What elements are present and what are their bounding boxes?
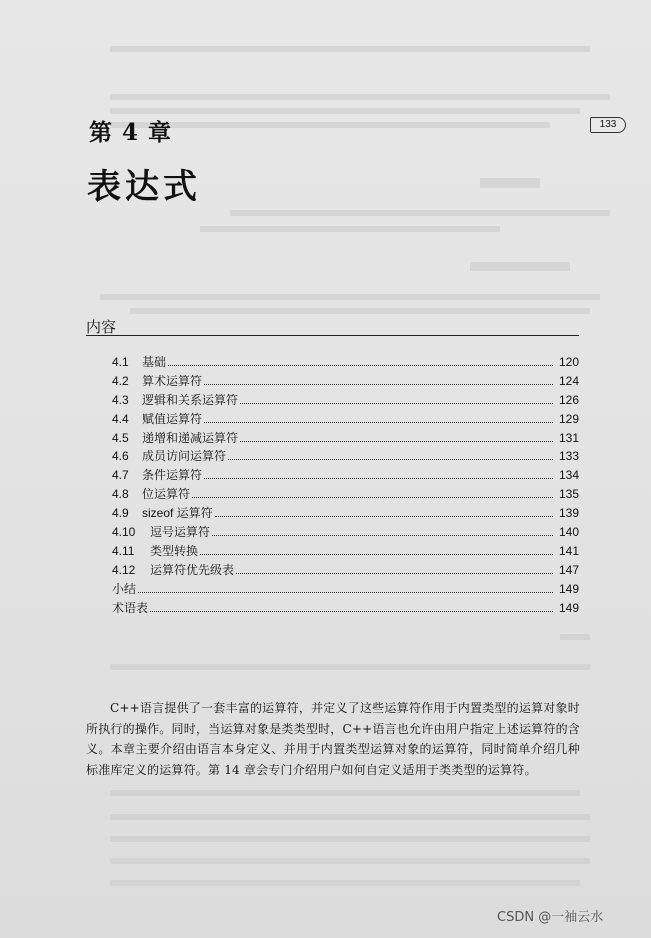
toc-entry-number: 4.5 xyxy=(112,430,129,445)
bleed-through-line xyxy=(110,108,580,114)
toc-entry-label: sizeof 运算符 xyxy=(142,506,213,521)
toc-entry-label: 位运算符 xyxy=(142,487,191,502)
toc-entry-page: 139 xyxy=(558,506,579,521)
chapter-title: 表达式 xyxy=(87,167,201,207)
toc-heading: 内容 xyxy=(86,319,117,336)
toc-entry[interactable] xyxy=(112,485,579,504)
bleed-through-line xyxy=(110,664,590,670)
toc-entry[interactable] xyxy=(112,429,579,448)
bleed-through-line xyxy=(470,262,570,271)
toc-entry-number: 4.8 xyxy=(112,487,129,502)
chapter-number: 第 4 章 xyxy=(89,119,173,146)
toc-entry[interactable] xyxy=(112,580,579,599)
toc-entry[interactable] xyxy=(112,504,579,523)
bleed-through-line xyxy=(110,880,580,886)
toc-entry-number: 4.1 xyxy=(112,355,129,369)
toc-entry-label: 小结 xyxy=(112,581,137,596)
toc-entry[interactable] xyxy=(112,353,579,372)
toc-leader-dots xyxy=(212,525,553,536)
page-number-badge: 133 xyxy=(590,117,626,133)
toc-entry[interactable] xyxy=(112,599,579,618)
toc-entry-number: 4.9 xyxy=(112,506,129,521)
toc-divider xyxy=(86,335,579,336)
toc-leader-dots xyxy=(236,563,553,574)
toc-entry-page: 120 xyxy=(558,355,579,369)
toc-leader-dots xyxy=(192,487,553,498)
toc-entry-page: 124 xyxy=(558,373,579,388)
toc-entry[interactable] xyxy=(112,466,579,485)
toc-entry-number: 4.11 xyxy=(112,543,135,558)
toc-entry-page: 140 xyxy=(558,525,579,540)
table-of-contents xyxy=(112,353,579,617)
toc-entry[interactable] xyxy=(112,542,579,561)
toc-entry-number: 4.2 xyxy=(112,373,129,388)
toc-entry-label: 类型转换 xyxy=(150,543,199,558)
toc-entry-page: 135 xyxy=(558,487,579,502)
toc-entry-label: 递增和递减运算符 xyxy=(142,430,239,445)
toc-entry-label: 术语表 xyxy=(112,600,149,615)
toc-entry-page: 149 xyxy=(558,600,579,615)
toc-entry-label: 基础 xyxy=(142,355,167,369)
toc-entry[interactable] xyxy=(112,561,579,580)
toc-leader-dots xyxy=(138,582,553,593)
bleed-through-line xyxy=(480,178,540,188)
toc-leader-dots xyxy=(168,355,553,366)
csdn-watermark: CSDN @一袖云水 xyxy=(497,910,604,925)
toc-entry[interactable] xyxy=(112,410,579,429)
toc-leader-dots xyxy=(240,393,553,404)
toc-entry-number: 4.6 xyxy=(112,449,129,464)
toc-entry[interactable] xyxy=(112,372,579,391)
toc-entry-number: 4.12 xyxy=(112,562,136,577)
toc-entry-page: 147 xyxy=(558,562,579,577)
toc-entry-label: 算术运算符 xyxy=(142,373,203,388)
bleed-through-line xyxy=(110,836,590,842)
bleed-through-line xyxy=(100,294,600,300)
bleed-through-line xyxy=(110,46,590,52)
toc-entry[interactable] xyxy=(112,447,579,466)
toc-entry-page: 131 xyxy=(558,430,579,445)
toc-entry-label: 成员访问运算符 xyxy=(142,449,227,464)
toc-entry-page: 133 xyxy=(558,449,579,464)
toc-leader-dots xyxy=(228,449,553,460)
toc-entry-label: 逗号运算符 xyxy=(150,525,211,540)
toc-leader-dots xyxy=(204,468,553,479)
toc-entry-number: 4.3 xyxy=(112,392,129,407)
toc-leader-dots xyxy=(150,601,553,612)
toc-leader-dots xyxy=(240,431,553,442)
toc-entry[interactable] xyxy=(112,391,579,410)
toc-entry-number: 4.10 xyxy=(112,525,136,540)
toc-entry-page: 134 xyxy=(558,468,579,483)
bleed-through-line xyxy=(130,308,590,314)
toc-entry-label: 赋值运算符 xyxy=(142,411,203,426)
bleed-through-line xyxy=(560,634,590,640)
bleed-through-line xyxy=(110,858,590,864)
bleed-through-line xyxy=(110,94,610,100)
bleed-through-line xyxy=(110,814,590,820)
toc-entry-number: 4.7 xyxy=(112,468,129,483)
toc-entry[interactable] xyxy=(112,523,579,542)
toc-entry-number: 4.4 xyxy=(112,411,129,426)
bleed-through-line xyxy=(230,210,610,216)
bleed-through-line xyxy=(200,226,500,232)
toc-entry-label: 条件运算符 xyxy=(142,468,203,483)
toc-entry-label: 逻辑和关系运算符 xyxy=(142,392,239,407)
toc-leader-dots xyxy=(200,544,553,555)
bleed-through-line xyxy=(110,122,550,128)
toc-entry-page: 149 xyxy=(558,581,579,596)
toc-entry-page: 141 xyxy=(558,543,579,558)
toc-entry-page: 129 xyxy=(558,411,579,426)
toc-leader-dots xyxy=(204,374,553,385)
chapter-intro-paragraph: C++语言提供了一套丰富的运算符，并定义了这些运算符作用于内置类型的运算对象时所执行的操作。同时，当运算对象是类类型时，C++语言也允许由用户指定上述运算符的含义。本章主要介绍由语言本身定义、并用于内置类型运算对象的运算符，同时简单介绍几种标准库定义的运算符。第 14 章会专门介绍用户如何自定义适用于类类型的运算符。 xyxy=(86,701,580,777)
toc-entry-label: 运算符优先级表 xyxy=(150,562,235,577)
toc-leader-dots xyxy=(204,412,553,423)
toc-entry-page: 126 xyxy=(558,392,579,407)
bleed-through-line xyxy=(110,790,580,796)
toc-leader-dots xyxy=(215,506,553,517)
